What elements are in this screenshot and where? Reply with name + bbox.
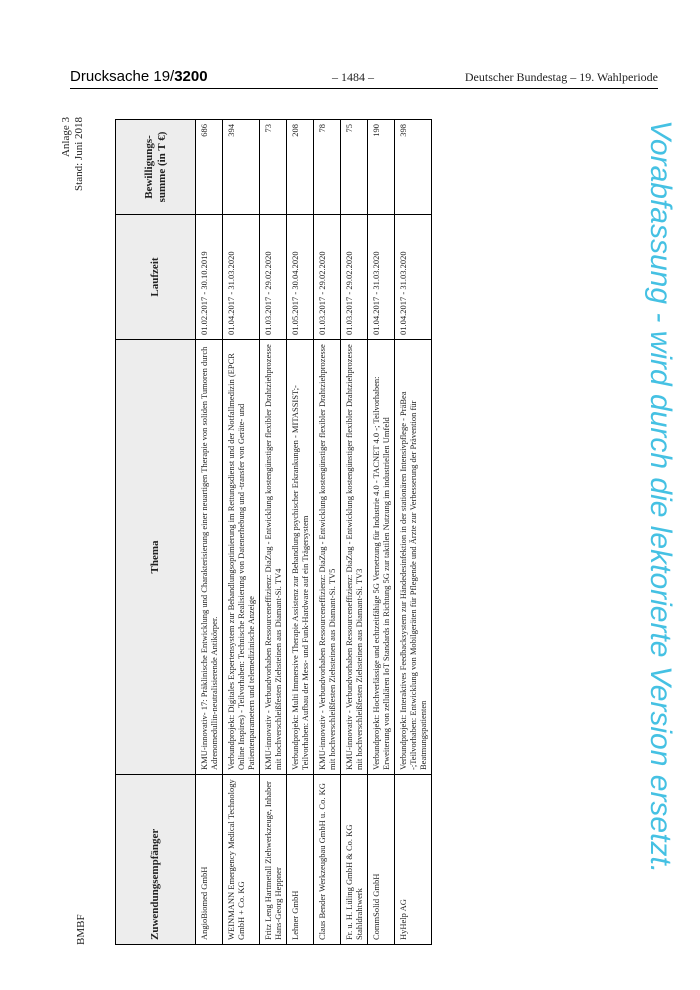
watermark-text: Vorabfassung - wird durch die lektorierte Version ersetzt. (644, 120, 677, 874)
cell-recipient: WEINMANN Emergency Medical Technology GmbH + Co. KG (223, 775, 260, 945)
table-row (368, 120, 395, 945)
cell-amount: 208 (287, 120, 314, 215)
grant-table (115, 119, 432, 945)
table-row (260, 120, 287, 945)
column-header-duration: Laufzeit (116, 215, 196, 340)
column-header-amount: Bewilligungs-summe (in T €) (116, 120, 196, 215)
annex-label: Anlage 3 (60, 117, 72, 158)
cell-duration: 01.05.2017 - 30.04.2020 (287, 215, 314, 340)
cell-amount: 398 (395, 120, 432, 215)
cell-recipient: HyHelp AG (395, 775, 432, 945)
table-row (196, 120, 223, 945)
annex-block (60, 117, 86, 191)
cell-topic: KMU-innovativ - Verbundvorhaben Ressourceneffizienz: DiaZug - Entwicklung kostengünstiger flexibler Drahtziehprozesse mit hochverschleißfesten Ziehsteinen aus Diamant-Si. TV4 (260, 340, 287, 775)
table-row (314, 120, 341, 945)
table-row (395, 120, 432, 945)
document-number (70, 68, 208, 85)
cell-recipient: CommSolid GmbH (368, 775, 395, 945)
cell-recipient: AngioBiomed GmbH (196, 775, 223, 945)
cell-topic: KMU-innovativ- 17: Präklinische Entwicklung und Charakterisierung einer neuartigen Therapie von soliden Tumoren durch Adrenomedullin-neutralisierende Antikörper. (196, 340, 223, 775)
organization-label: BMBF (75, 914, 87, 945)
document-number-value: 3200 (174, 68, 208, 85)
cell-amount: 75 (341, 120, 368, 215)
page-header (70, 68, 658, 89)
cell-amount: 190 (368, 120, 395, 215)
cell-duration: 01.03.2017 - 29.02.2020 (314, 215, 341, 340)
cell-duration: 01.03.2017 - 29.02.2020 (260, 215, 287, 340)
table-row (287, 120, 314, 945)
cell-topic: KMU-innovativ - Verbundvorhaben Ressourceneffizienz: DiaZug - Entwicklung kostengünstiger flexibler Drahtziehprozesse mit hochverschleißfesten Ziehsteinen aus Diamant-Si. TV5 (314, 340, 341, 775)
cell-duration: 01.03.2017 - 29.02.2020 (341, 215, 368, 340)
page-number: – 1484 – (332, 70, 374, 84)
cell-recipient: Fr. u. H. Lüling GmbH & Co. KG Stahldrahtwerk (341, 775, 368, 945)
table-header-row (116, 120, 196, 945)
cell-topic: Verbundprojekt: Multi Immersive Therapie Assistenz zur Behandlung psychischer Erkrankungen - MITASSIST;- Teilvorhaben: Aufbau der Mess- und Funk-Hardware auf ein Trägersystem (287, 340, 314, 775)
cell-topic: Verbundprojekt: Digitales Expertensystem zur Behandlungsoptimierung im Rettungsdienst und der Notfallmedizin (EPCR Online Inspires) - Teilvorhaben: Technische Realisierung von Datenerhebung und -transfer von Geräte- und Patientenparametern und telemedizinische Anzeige (223, 340, 260, 775)
watermark (640, 120, 680, 910)
cell-amount: 78 (314, 120, 341, 215)
cell-amount: 73 (260, 120, 287, 215)
cell-recipient: Lehner GmbH (287, 775, 314, 945)
cell-topic: Verbundprojekt: Hochverlässige und echtzeitfähige 5G Vernetzung für Industrie 4.0 - TACNET 4.0 -; Teilvorhaben: Erweiterung von zellulären IoT Standards in Richtung 5G zur taktilen Nutzung im industriellen Umfeld (368, 340, 395, 775)
cell-topic: KMU-innovativ - Verbundvorhaben Ressourceneffizienz: DiaZug - Entwicklung kostengünstiger flexibler Drahtziehprozesse mit hochverschleißfesten Ziehsteinen aus Diamant-Si. TV3 (341, 340, 368, 775)
cell-amount: 686 (196, 120, 223, 215)
table-body (196, 120, 432, 945)
cell-amount: 394 (223, 120, 260, 215)
rotated-page-content (60, 105, 575, 945)
cell-recipient: Fritz Leng Hartmetall Ziehwerkzeuge, Inhaber Hans-Georg Heppner (260, 775, 287, 945)
cell-recipient: Claus Bender Werkzeugbau GmbH u. Co. KG (314, 775, 341, 945)
cell-topic: Verbundprojekt: Interaktives Feedbacksystem zur Händedesinfektion in der stationären Intensivpflege - PräBea -;Teilvorhaben: Entwicklung von Mobilgeräten für Pflegende und Ärzte zur Verbesserung der Prävention für Beatmungspatienten (395, 340, 432, 775)
table-row (223, 120, 260, 945)
column-header-recipient: Zuwendungsempfänger (116, 775, 196, 945)
cell-duration: 01.02.2017 - 30.10.2019 (196, 215, 223, 340)
publisher: Deutscher Bundestag – 19. Wahlperiode (464, 70, 658, 84)
document-label: Drucksache 19/ (70, 68, 175, 85)
cell-duration: 01.04.2017 - 31.03.2020 (223, 215, 260, 340)
status-date: Stand: Juni 2018 (73, 117, 85, 191)
cell-duration: 01.04.2017 - 31.03.2020 (368, 215, 395, 340)
column-header-topic: Thema (116, 340, 196, 775)
table-row (341, 120, 368, 945)
cell-duration: 01.04.2017 - 31.03.2020 (395, 215, 432, 340)
